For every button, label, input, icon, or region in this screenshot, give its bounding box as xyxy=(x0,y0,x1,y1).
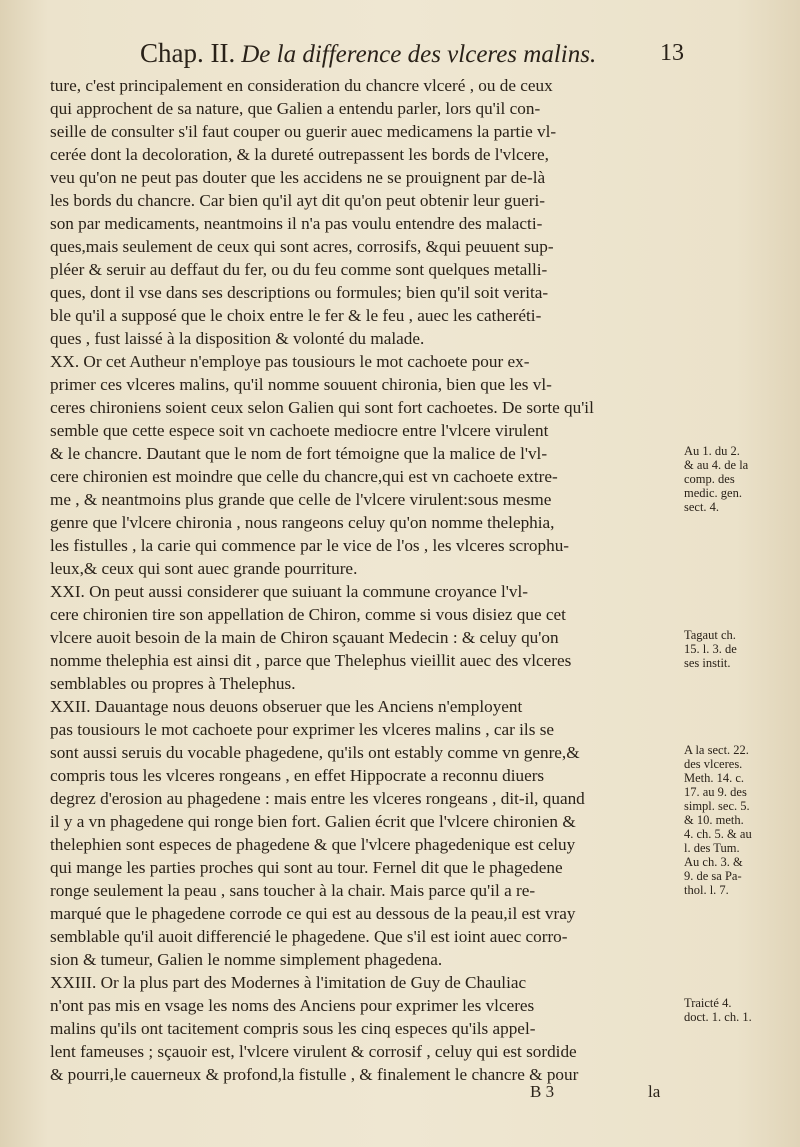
running-header xyxy=(140,38,684,78)
margin-note-line: doct. 1. ch. 1. xyxy=(684,1010,752,1024)
text-line: semblables ou propres à Thelephus. xyxy=(50,674,296,693)
text-line: degrez d'erosion au phagedene : mais entre les vlceres rongeans , dit-il, quand xyxy=(50,789,585,808)
margin-note xyxy=(684,743,796,897)
text-line: cere chironien tire son appellation de Chiron, comme si vous disiez que cet xyxy=(50,605,566,624)
text-line: XXIII. Or la plus part des Modernes à l'imitation de Guy de Chauliac xyxy=(50,973,527,992)
text-line: XXI. On peut aussi considerer que suiuant la commune croyance l'vl- xyxy=(50,582,528,601)
text-line: qui approchent de sa nature, que Galien a entendu parler, lors qu'il con- xyxy=(50,99,541,118)
text-line: les fistulles , la carie qui commence par le vice de l'os , les vlceres scrophu- xyxy=(50,536,570,555)
margin-note-line: Tagaut ch. xyxy=(684,628,736,642)
margin-note-line: simpl. sec. 5. xyxy=(684,799,750,813)
text-line: son par medicaments, neantmoins il n'a pas voulu entendre des malacti- xyxy=(50,214,543,233)
text-line: marqué que le phagedene corrode ce qui est au dessous de la peau,il est vray xyxy=(50,904,576,923)
text-line: & pourri,le cauerneux & profond,la fistulle , & finalement le chancre & pour xyxy=(50,1065,579,1084)
text-line: ture, c'est principalement en consideration du chancre vlceré , ou de ceux xyxy=(50,76,553,95)
text-line: pas tousiours le mot cachoete pour exprimer les vlceres malins , car ils se xyxy=(50,720,555,739)
signature-mark: B 3 xyxy=(530,1082,555,1101)
text-line: genre que l'vlcere chironia , nous rangeons celuy qu'on nomme thelephia, xyxy=(50,513,555,532)
text-line: compris tous les vlceres rongeans , en effet Hippocrate a reconnu diuers xyxy=(50,766,545,785)
chapter-title: De la difference des vlceres malins. xyxy=(241,41,597,68)
text-line: ceres chironiens soient ceux selon Galien qui sont fort cachoetes. De sorte qu'il xyxy=(50,398,594,417)
text-line: ques , fust laissé à la disposition & volonté du malade. xyxy=(50,329,425,348)
margin-note-line: 17. au 9. des xyxy=(684,785,747,799)
text-line: XXII. Dauantage nous deuons obseruer que les Anciens n'employent xyxy=(50,697,523,716)
margin-note-line: Au ch. 3. & xyxy=(684,855,743,869)
text-line: XX. Or cet Autheur n'employe pas tousiours le mot cachoete pour ex- xyxy=(50,352,530,371)
text-line: & le chancre. Dautant que le nom de fort témoigne que la malice de l'vl- xyxy=(50,444,548,463)
text-line: malins qu'ils ont tacitement compris sous les cinq especes qu'ils appel- xyxy=(50,1019,536,1038)
text-line: vlcere auoit besoin de la main de Chiron sçauant Medecin : & celuy qu'on xyxy=(50,628,559,647)
margin-note-line: ses instit. xyxy=(684,656,731,670)
main-text-column xyxy=(50,74,680,1086)
text-line: ble qu'il a supposé que le choix entre le fer & le feu , auec les catheréti- xyxy=(50,306,542,325)
margin-note-line: & 10. meth. xyxy=(684,813,744,827)
text-line: qui mange les parties proches qui sont au tour. Fernel dit que le phagedene xyxy=(50,858,563,877)
margin-note xyxy=(684,996,796,1024)
margin-note-line: Meth. 14. c. xyxy=(684,771,745,785)
margin-note-line: Au 1. du 2. xyxy=(684,444,740,458)
text-line: cerée dont la decoloration, & la dureté outrepassent les bords de l'vlcere, xyxy=(50,145,549,164)
text-line: semble que cette espece soit vn cachoete mediocre entre l'vlcere virulent xyxy=(50,421,549,440)
text-line: seille de consulter s'il faut couper ou guerir auec medicamens la partie vl- xyxy=(50,122,557,141)
text-line: nomme thelephia est ainsi dit , parce que Thelephus vieillit auec des vlceres xyxy=(50,651,572,670)
margin-note xyxy=(684,444,796,514)
text-line: thelephien sont especes de phagedene & que l'vlcere phagedenique est celuy xyxy=(50,835,576,854)
page-footer xyxy=(530,1082,690,1106)
text-line: ques,mais seulement de ceux qui sont acres, corrosifs, &qui peuuent sup- xyxy=(50,237,554,256)
chapter-number: Chap. II. xyxy=(140,38,236,68)
text-line: il y a vn phagedene qui ronge bien fort. Galien écrit que l'vlcere chironien & xyxy=(50,812,576,831)
text-line: lent fameuses ; sçauoir est, l'vlcere virulent & corrosif , celuy qui est sordide xyxy=(50,1042,577,1061)
margin-note-line: des vlceres. xyxy=(684,757,743,771)
text-line: semblable qu'il auoit differencié le phagedene. Que s'il est ioint auec corro- xyxy=(50,927,568,946)
text-line: leux,& ceux qui sont auec grande pourriture. xyxy=(50,559,358,578)
margin-note-line: comp. des xyxy=(684,472,735,486)
margin-note-line: & au 4. de la xyxy=(684,458,749,472)
text-line: ronge seulement la peau , sans toucher à la chair. Mais parce qu'il a re- xyxy=(50,881,536,900)
text-line: n'ont pas mis en vsage les noms des Anciens pour exprimer les vlceres xyxy=(50,996,535,1015)
margin-note xyxy=(684,628,796,670)
text-line: me , & neantmoins plus grande que celle de l'vlcere virulent:sous mesme xyxy=(50,490,552,509)
text-line: pléer & seruir au deffaut du fer, ou du feu comme sont quelques metalli- xyxy=(50,260,548,279)
text-line: sion & tumeur, Galien le nomme simplement phagedena. xyxy=(50,950,443,969)
margin-note-line: l. des Tum. xyxy=(684,841,740,855)
margin-note-line: 15. l. 3. de xyxy=(684,642,737,656)
page-number: 13 xyxy=(660,40,684,66)
margin-note-line: thol. l. 7. xyxy=(684,883,729,897)
margin-note-line: A la sect. 22. xyxy=(684,743,749,757)
catchword: la xyxy=(648,1082,661,1101)
text-line: veu qu'on ne peut pas douter que les accidens ne se prouignent par de-là xyxy=(50,168,546,187)
margin-note-line: sect. 4. xyxy=(684,500,720,514)
text-line: sont aussi seruis du vocable phagedene, qu'ils ont estably comme vn genre,& xyxy=(50,743,580,762)
margin-note-line: 4. ch. 5. & au xyxy=(684,827,752,841)
chapter-heading xyxy=(140,38,596,69)
text-line: les bords du chancre. Car bien qu'il ayt dit qu'on peut obtenir leur gueri- xyxy=(50,191,545,210)
margin-note-line: Traicté 4. xyxy=(684,996,732,1010)
text-line: cere chironien est moindre que celle du chancre,qui est vn cachoete extre- xyxy=(50,467,558,486)
margin-note-line: medic. gen. xyxy=(684,486,742,500)
text-line: ques, dont il vse dans ses descriptions ou formules; bien qu'il soit verita- xyxy=(50,283,549,302)
margin-note-line: 9. de sa Pa- xyxy=(684,869,742,883)
text-line: primer ces vlceres malins, qu'il nomme souuent chironia, bien que les vl- xyxy=(50,375,552,394)
